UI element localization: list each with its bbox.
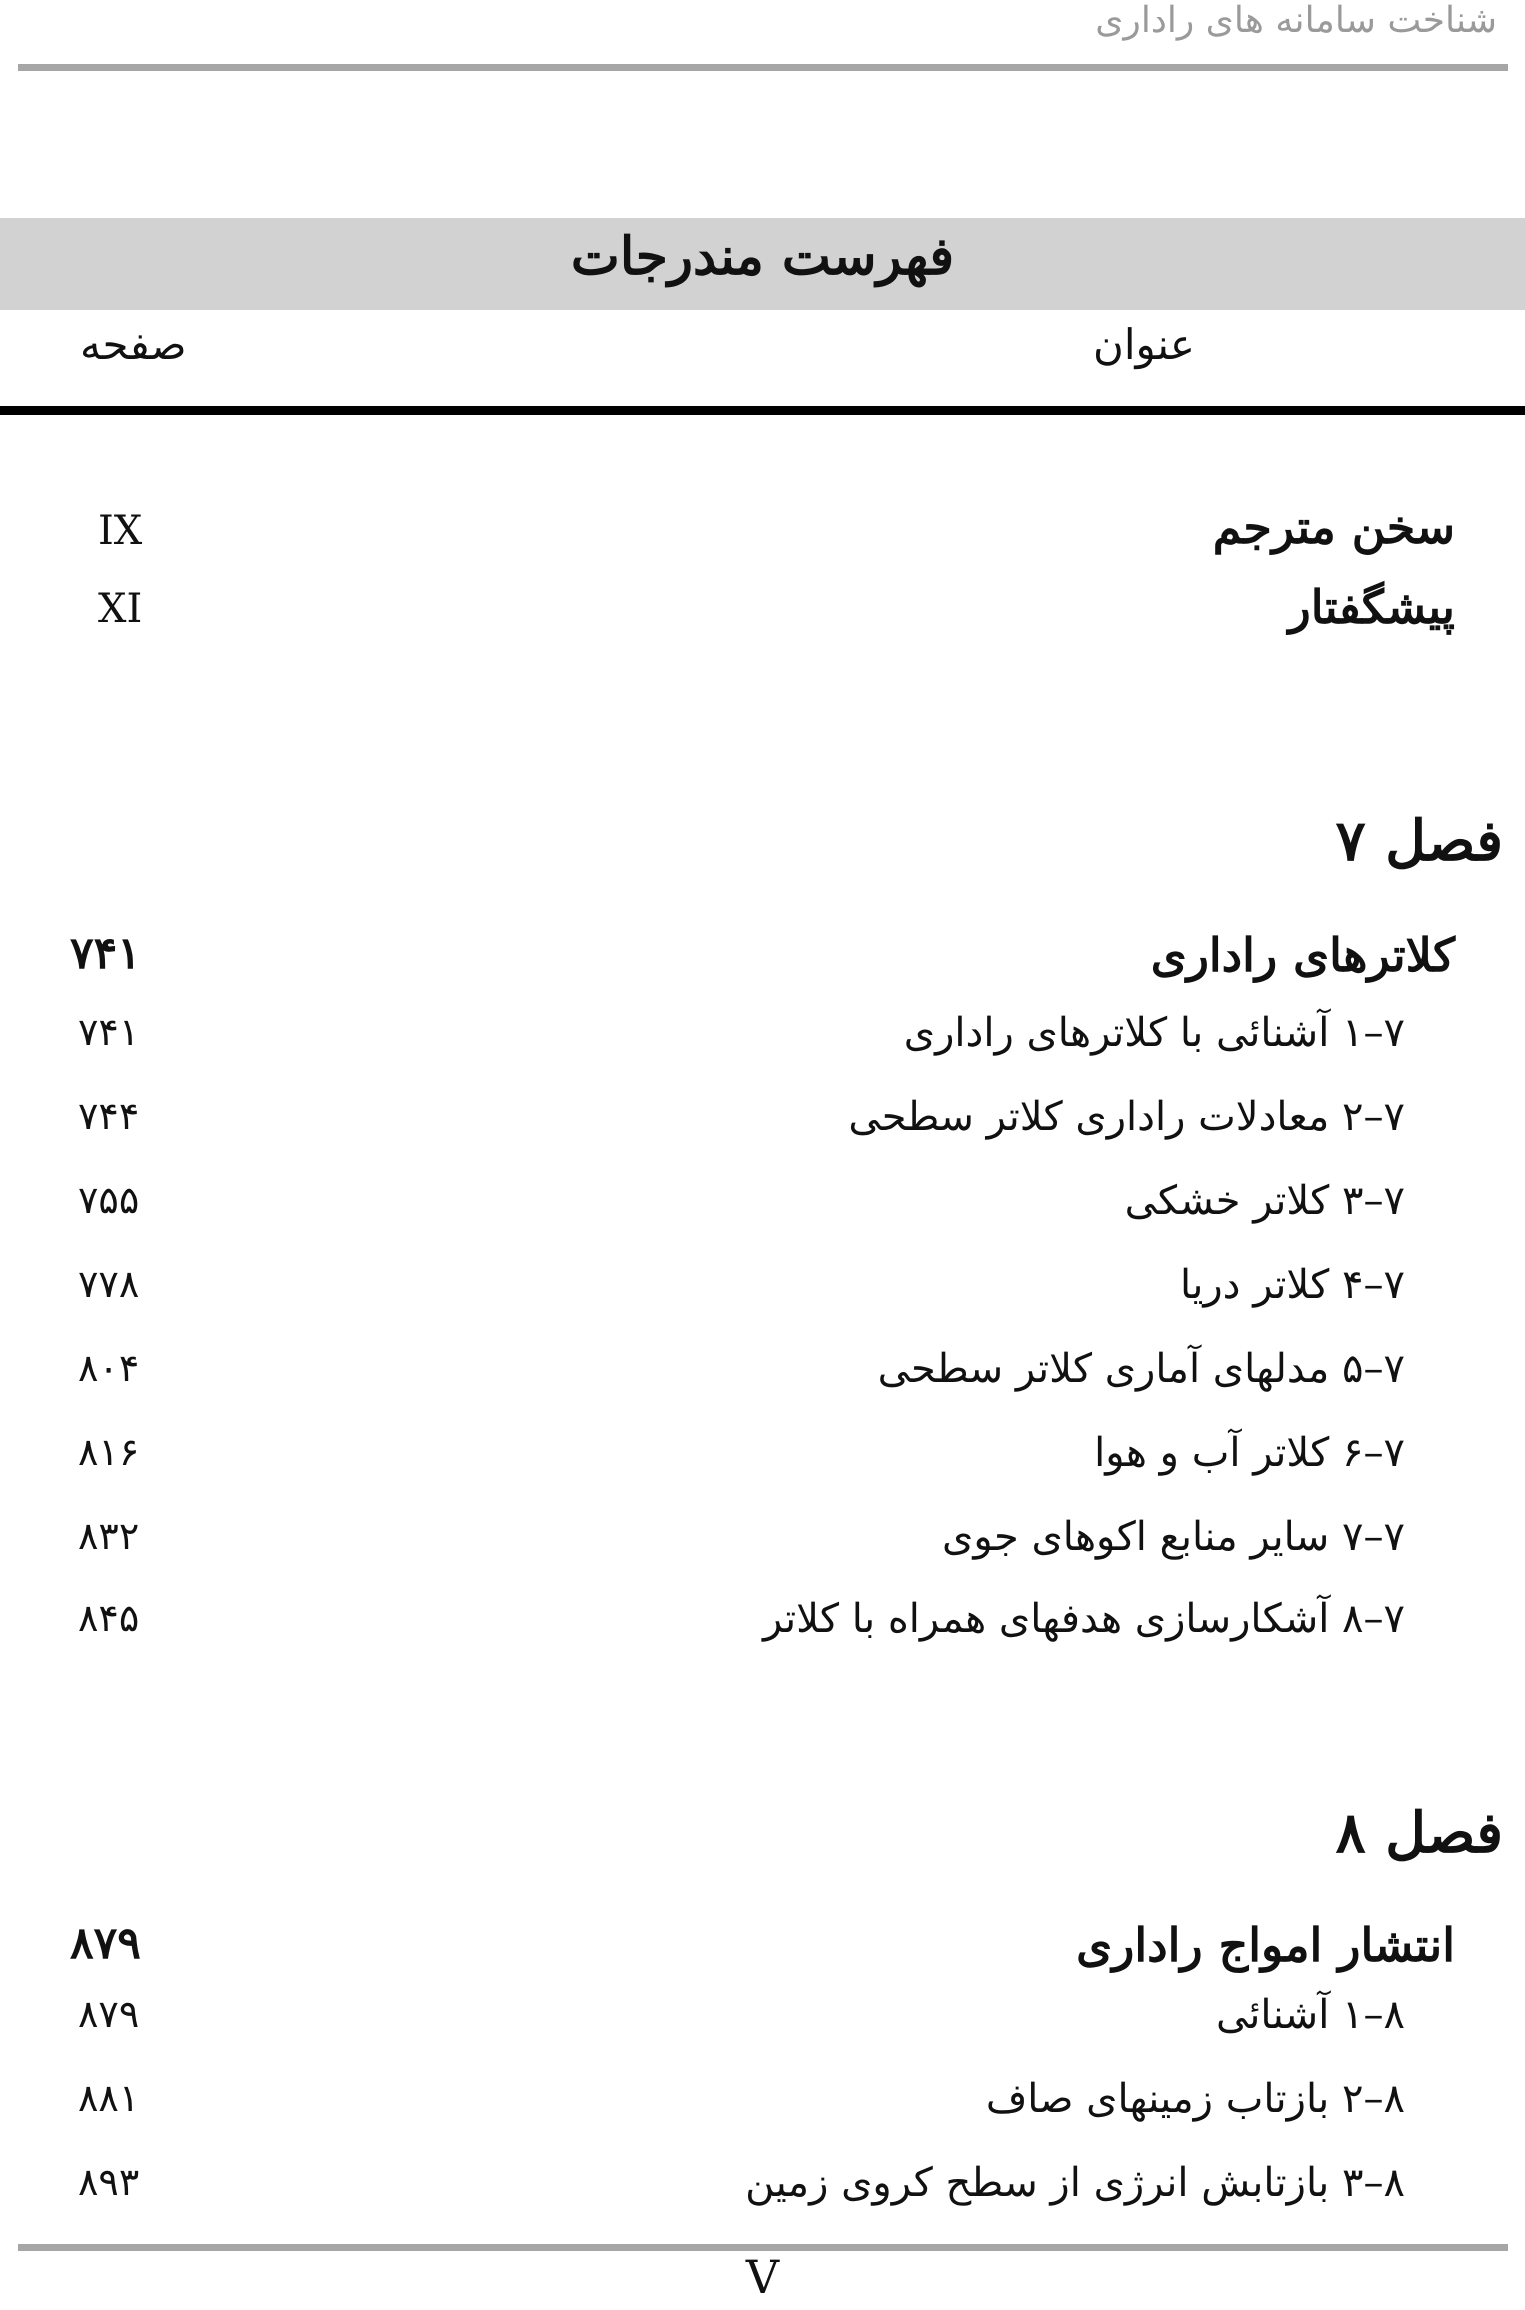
toc-item-title[interactable]: ۷–۳ کلاتر خشکی: [1124, 1178, 1405, 1224]
toc-item-title[interactable]: ۷–۴ کلاتر دریا: [1180, 1262, 1405, 1308]
toc-item-page: ۷۷۸: [78, 1262, 140, 1306]
toc-item-title[interactable]: ۷–۱ آشنائی با کلاترهای راداری: [903, 1010, 1405, 1056]
toc-title: فهرست مندرجات: [570, 226, 955, 287]
toc-item-page: ۸۰۴: [78, 1346, 140, 1390]
column-heading-page: صفحه: [80, 320, 187, 369]
section-page: ۸۷۹: [70, 1918, 141, 1969]
front-matter-page: IX: [98, 508, 143, 554]
toc-item-title[interactable]: ۸–۱ آشنائی: [1215, 1992, 1405, 2038]
toc-item-page: ۸۱۶: [78, 1430, 140, 1474]
front-matter-page: XI: [98, 586, 143, 632]
toc-item-title[interactable]: ۷–۲ معادلات راداری کلاتر سطحی: [848, 1094, 1405, 1140]
toc-item-page: ۸۹۳: [78, 2160, 140, 2204]
front-matter-title[interactable]: سخن مترجم: [1212, 500, 1455, 554]
toc-item-page: ۷۴۱: [78, 1010, 140, 1054]
toc-item-page: ۷۵۵: [78, 1178, 140, 1222]
section-title[interactable]: انتشار امواج راداری: [1076, 1918, 1455, 1972]
header-rule: [18, 64, 1508, 71]
toc-item-title[interactable]: ۸–۳ بازتابش انرژی از سطح کروی زمین: [745, 2160, 1405, 2206]
toc-item-title[interactable]: ۷–۷ سایر منابع اکوهای جوی: [942, 1514, 1405, 1560]
column-heading-title: عنوان: [1093, 320, 1195, 369]
toc-item-page: ۸۷۹: [78, 1992, 140, 2036]
toc-item-title[interactable]: ۷–۵ مدلهای آماری کلاتر سطحی: [877, 1346, 1405, 1392]
front-matter-title[interactable]: پیشگفتار: [1288, 580, 1455, 634]
toc-item-page: ۷۴۴: [78, 1094, 140, 1138]
running-header: شناخت سامانه های راداری: [1095, 0, 1497, 41]
section-page: ۷۴۱: [70, 928, 141, 979]
toc-item-title[interactable]: ۷–۶ کلاتر آب و هوا: [1094, 1430, 1405, 1476]
chapter-heading: فصل ۷: [1335, 808, 1503, 874]
toc-item-title[interactable]: ۸–۲ بازتاب زمینهای صاف: [985, 2076, 1405, 2122]
toc-item-title[interactable]: ۷–۸ آشکارسازی هدفهای همراه با کلاتر: [762, 1596, 1405, 1642]
section-title[interactable]: کلاترهای راداری: [1150, 928, 1455, 982]
toc-item-page: ۸۳۲: [78, 1514, 140, 1558]
toc-item-page: ۸۴۵: [78, 1596, 140, 1640]
toc-item-page: ۸۸۱: [78, 2076, 140, 2120]
page-number: V: [745, 2250, 780, 2304]
chapter-heading: فصل ۸: [1335, 1800, 1503, 1866]
column-heading-rule: [0, 406, 1525, 415]
